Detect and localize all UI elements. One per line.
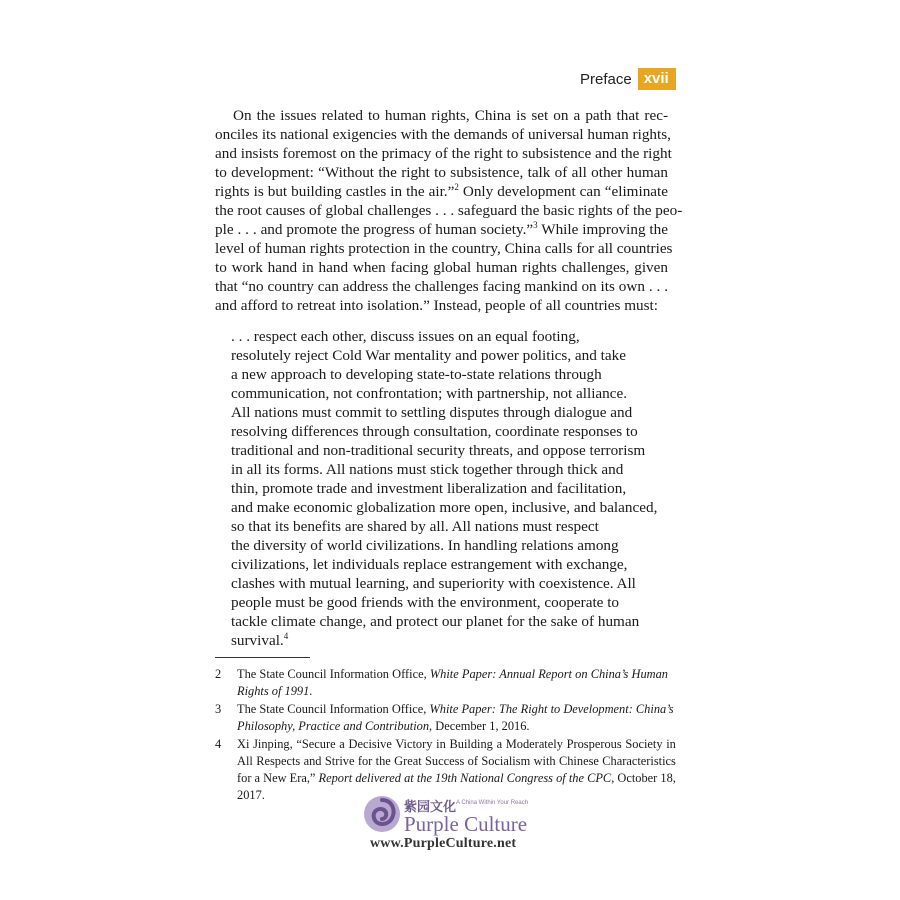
body-line: to development: “Without the right to subsistence, talk of all other human (215, 164, 668, 181)
quote-line: communication, not confrontation; with partnership, not alliance. (231, 385, 628, 402)
quote-line: All nations must commit to settling disputes through dialogue and (231, 404, 633, 421)
body-line: level of human rights protection in the country, China calls for all countries (215, 240, 673, 257)
footnote-text: The State Council Information Office, White Paper: Annual Report on China’s Human Rights of 1991. (237, 667, 668, 698)
body-line: onciles its national exigencies with the demands of universal human rights, (215, 126, 671, 143)
watermark-tagline: A China Within Your Reach (456, 800, 529, 806)
quote-line: traditional and non-traditional security threats, and oppose terrorism (231, 442, 646, 459)
quote-line: a new approach to developing state-to-state relations through (231, 366, 602, 383)
body-line: to work hand in hand when facing global human rights challenges, given (215, 259, 668, 276)
quote-line: people must be good friends with the environment, cooperate to (231, 594, 620, 611)
body-line: that “no country can address the challenges facing mankind on its own . . . (215, 278, 668, 295)
body-line: the root causes of global challenges . . . safeguard the basic rights of the peo- (215, 202, 683, 219)
body-line: On the issues related to human rights, China is set on a path that rec- (233, 107, 668, 124)
footnote-ref[interactable]: 4 (283, 630, 289, 641)
footnote-divider (215, 657, 310, 658)
running-header (580, 68, 676, 90)
footnote-text: The State Council Information Office, White Paper: The Right to Development: China’s Philosophy, Practice and Contribution, December 1, 2016. (237, 702, 674, 733)
quote-line: resolving differences through consultation, coordinate responses to (231, 423, 638, 440)
body-line: rights is but building castles in the air.”$^2$ Only development can “eliminate (215, 181, 668, 200)
quote-line: thin, promote trade and investment liberalization and facilitation, (231, 480, 627, 497)
watermark-brand-name: Purple Culture (404, 812, 528, 836)
footnote-text: Xi Jinping, “Secure a Decisive Victory in Building a Moderately Prosperous Society in All Respects and Strive for the Great Success of Socialism with Chinese Characteristics for a New Era,” Report delivered at the 19th National Congress of the CPC, October 18, 2017. (237, 737, 676, 802)
quote-line: clashes with mutual learning, and superiority with coexistence. All (231, 575, 636, 592)
quote-line: resolutely reject Cold War mentality and power politics, and take (231, 347, 626, 364)
quote-line: civilizations, let individuals replace estrangement with exchange, (231, 556, 628, 573)
quote-line: . . . respect each other, discuss issues on an equal footing, (231, 328, 580, 345)
watermark-url: www.PurpleCulture.net (370, 836, 517, 851)
watermark-chinese-text: 紫园文化 (404, 800, 457, 815)
body-line: and insists foremost on the primacy of the right to subsistence and the right (215, 145, 672, 162)
block-quote (231, 327, 658, 650)
body-line: ple . . . and promote the progress of human society.”$^3$ While improving the (215, 219, 668, 238)
quote-line: in all its forms. All nations must stick together through thick and (231, 461, 624, 478)
quote-line: tackle climate change, and protect our planet for the sake of human (231, 613, 640, 630)
footnote-3 (215, 701, 674, 735)
footnotes (215, 666, 676, 805)
footnote-number: 4 (215, 737, 222, 751)
body-paragraph (215, 106, 683, 315)
footnote-2 (215, 666, 668, 700)
quote-line: the diversity of world civilizations. In handling relations among (231, 537, 619, 554)
section-title: Preface (580, 70, 632, 88)
quote-line: so that its benefits are shared by all. All nations must respect (231, 518, 599, 535)
footnote-number: 3 (215, 702, 222, 716)
footnote-number: 2 (215, 667, 222, 681)
page-number-badge: xvii (638, 68, 676, 90)
quote-line: survival.$^4$ (231, 630, 289, 649)
purple-swirl-logo-icon (362, 794, 402, 834)
purple-culture-watermark (360, 792, 550, 856)
body-line: and afford to retreat into isolation.” Instead, people of all countries must: (215, 297, 658, 314)
quote-line: and make economic globalization more open, inclusive, and balanced, (231, 499, 658, 516)
footnote-ref[interactable]: 2 (454, 181, 459, 192)
footnote-ref[interactable]: 3 (533, 219, 538, 230)
